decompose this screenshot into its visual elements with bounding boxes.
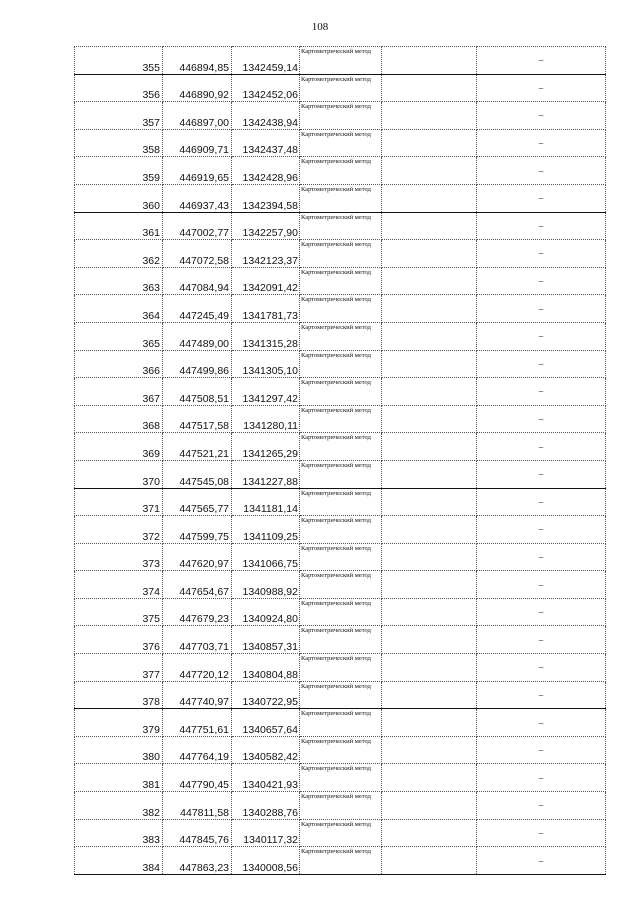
method-cell: Картометрический метод (300, 74, 382, 102)
method-cell: Картометрический метод (300, 102, 382, 130)
note-cell: – (477, 626, 606, 654)
x-coordinate-cell: 447517,58 (163, 405, 232, 433)
method-cell: Картометрический метод (300, 488, 382, 516)
empty-cell (382, 516, 477, 544)
point-number-cell: 362 (75, 240, 163, 268)
x-coordinate-cell: 447565,77 (163, 488, 232, 516)
empty-cell (382, 626, 477, 654)
x-coordinate-cell: 447751,61 (163, 709, 232, 737)
note-cell: – (477, 129, 606, 157)
empty-cell (382, 792, 477, 820)
note-cell: – (477, 212, 606, 240)
note-cell: – (477, 681, 606, 709)
point-number-cell: 366 (75, 350, 163, 378)
empty-cell (382, 709, 477, 737)
point-number-cell: 381 (75, 764, 163, 792)
note-cell: – (477, 543, 606, 571)
y-coordinate-cell: 1340657,64 (232, 709, 300, 737)
empty-cell (382, 322, 477, 350)
table-row (75, 736, 606, 764)
table-row (75, 322, 606, 350)
point-number-cell: 369 (75, 433, 163, 461)
note-cell: – (477, 102, 606, 130)
y-coordinate-cell: 1341066,75 (232, 543, 300, 571)
table-row (75, 488, 606, 516)
empty-cell (382, 433, 477, 461)
table-row (75, 792, 606, 820)
method-cell: Картометрический метод (300, 267, 382, 295)
table-body (75, 47, 606, 875)
point-number-cell: 377 (75, 654, 163, 682)
method-cell: Картометрический метод (300, 571, 382, 599)
x-coordinate-cell: 447720,12 (163, 654, 232, 682)
method-cell: Картометрический метод (300, 322, 382, 350)
method-cell: Картометрический метод (300, 240, 382, 268)
method-cell: Картометрический метод (300, 157, 382, 185)
note-cell: – (477, 709, 606, 737)
table-row (75, 709, 606, 737)
empty-cell (382, 212, 477, 240)
note-cell: – (477, 764, 606, 792)
x-coordinate-cell: 447072,58 (163, 240, 232, 268)
x-coordinate-cell: 447499,86 (163, 350, 232, 378)
point-number-cell: 380 (75, 736, 163, 764)
method-cell: Картометрический метод (300, 295, 382, 323)
empty-cell (382, 847, 477, 875)
empty-cell (382, 184, 477, 212)
table-row (75, 764, 606, 792)
note-cell: – (477, 295, 606, 323)
y-coordinate-cell: 1341305,10 (232, 350, 300, 378)
x-coordinate-cell: 447002,77 (163, 212, 232, 240)
y-coordinate-cell: 1340582,42 (232, 736, 300, 764)
table-row (75, 157, 606, 185)
x-coordinate-cell: 446897,00 (163, 102, 232, 130)
point-number-cell: 361 (75, 212, 163, 240)
x-coordinate-cell: 447703,71 (163, 626, 232, 654)
empty-cell (382, 488, 477, 516)
method-cell: Картометрический метод (300, 736, 382, 764)
y-coordinate-cell: 1340988,92 (232, 571, 300, 599)
note-cell: – (477, 819, 606, 847)
y-coordinate-cell: 1341181,14 (232, 488, 300, 516)
note-cell: – (477, 460, 606, 488)
x-coordinate-cell: 447790,45 (163, 764, 232, 792)
x-coordinate-cell: 447599,75 (163, 516, 232, 544)
y-coordinate-cell: 1342452,06 (232, 74, 300, 102)
x-coordinate-cell: 447489,00 (163, 322, 232, 350)
point-number-cell: 363 (75, 267, 163, 295)
table-row (75, 267, 606, 295)
x-coordinate-cell: 447245,49 (163, 295, 232, 323)
empty-cell (382, 157, 477, 185)
method-cell: Картометрический метод (300, 47, 382, 75)
note-cell: – (477, 433, 606, 461)
y-coordinate-cell: 1341227,88 (232, 460, 300, 488)
table-row (75, 626, 606, 654)
empty-cell (382, 681, 477, 709)
y-coordinate-cell: 1342437,48 (232, 129, 300, 157)
x-coordinate-cell: 446890,92 (163, 74, 232, 102)
y-coordinate-cell: 1341297,42 (232, 378, 300, 406)
note-cell: – (477, 598, 606, 626)
table-row (75, 460, 606, 488)
note-cell: – (477, 47, 606, 75)
x-coordinate-cell: 447508,51 (163, 378, 232, 406)
point-number-cell: 357 (75, 102, 163, 130)
point-number-cell: 359 (75, 157, 163, 185)
table-row (75, 598, 606, 626)
method-cell: Картометрический метод (300, 764, 382, 792)
table-row (75, 405, 606, 433)
point-number-cell: 375 (75, 598, 163, 626)
x-coordinate-cell: 447654,67 (163, 571, 232, 599)
note-cell: – (477, 488, 606, 516)
x-coordinate-cell: 447620,97 (163, 543, 232, 571)
table-row (75, 129, 606, 157)
method-cell: Картометрический метод (300, 350, 382, 378)
note-cell: – (477, 322, 606, 350)
table-row (75, 378, 606, 406)
method-cell: Картометрический метод (300, 819, 382, 847)
note-cell: – (477, 571, 606, 599)
y-coordinate-cell: 1340421,93 (232, 764, 300, 792)
method-cell: Картометрический метод (300, 516, 382, 544)
point-number-cell: 379 (75, 709, 163, 737)
x-coordinate-cell: 446894,85 (163, 47, 232, 75)
empty-cell (382, 350, 477, 378)
x-coordinate-cell: 447679,23 (163, 598, 232, 626)
x-coordinate-cell: 447845,76 (163, 819, 232, 847)
method-cell: Картометрический метод (300, 433, 382, 461)
table-row (75, 847, 606, 875)
y-coordinate-cell: 1341315,28 (232, 322, 300, 350)
point-number-cell: 382 (75, 792, 163, 820)
method-cell: Картометрический метод (300, 626, 382, 654)
method-cell: Картометрический метод (300, 184, 382, 212)
method-cell: Картометрический метод (300, 709, 382, 737)
note-cell: – (477, 350, 606, 378)
y-coordinate-cell: 1342257,90 (232, 212, 300, 240)
table-row (75, 350, 606, 378)
method-cell: Картометрический метод (300, 681, 382, 709)
note-cell: – (477, 74, 606, 102)
method-cell: Картометрический метод (300, 792, 382, 820)
empty-cell (382, 240, 477, 268)
table-row (75, 433, 606, 461)
method-cell: Картометрический метод (300, 543, 382, 571)
point-number-cell: 364 (75, 295, 163, 323)
note-cell: – (477, 405, 606, 433)
empty-cell (382, 129, 477, 157)
table-row (75, 681, 606, 709)
table-row (75, 516, 606, 544)
empty-cell (382, 267, 477, 295)
note-cell: – (477, 378, 606, 406)
y-coordinate-cell: 1340288,76 (232, 792, 300, 820)
empty-cell (382, 654, 477, 682)
empty-cell (382, 598, 477, 626)
coordinates-table (74, 46, 606, 875)
note-cell: – (477, 792, 606, 820)
table-row (75, 184, 606, 212)
empty-cell (382, 460, 477, 488)
empty-cell (382, 405, 477, 433)
x-coordinate-cell: 446909,71 (163, 129, 232, 157)
point-number-cell: 378 (75, 681, 163, 709)
point-number-cell: 373 (75, 543, 163, 571)
y-coordinate-cell: 1340857,31 (232, 626, 300, 654)
y-coordinate-cell: 1342438,94 (232, 102, 300, 130)
method-cell: Картометрический метод (300, 847, 382, 875)
point-number-cell: 356 (75, 74, 163, 102)
y-coordinate-cell: 1342394,58 (232, 184, 300, 212)
table-row (75, 571, 606, 599)
note-cell: – (477, 267, 606, 295)
page-number: 108 (311, 21, 329, 33)
y-coordinate-cell: 1340924,80 (232, 598, 300, 626)
note-cell: – (477, 516, 606, 544)
empty-cell (382, 378, 477, 406)
method-cell: Картометрический метод (300, 654, 382, 682)
y-coordinate-cell: 1342123,37 (232, 240, 300, 268)
table-row (75, 819, 606, 847)
empty-cell (382, 102, 477, 130)
point-number-cell: 384 (75, 847, 163, 875)
method-cell: Картометрический метод (300, 129, 382, 157)
y-coordinate-cell: 1341280,11 (232, 405, 300, 433)
empty-cell (382, 74, 477, 102)
point-number-cell: 360 (75, 184, 163, 212)
table-row (75, 654, 606, 682)
note-cell: – (477, 654, 606, 682)
table-row (75, 102, 606, 130)
point-number-cell: 355 (75, 47, 163, 75)
method-cell: Картометрический метод (300, 405, 382, 433)
y-coordinate-cell: 1341781,73 (232, 295, 300, 323)
empty-cell (382, 736, 477, 764)
point-number-cell: 371 (75, 488, 163, 516)
y-coordinate-cell: 1341265,29 (232, 433, 300, 461)
note-cell: – (477, 157, 606, 185)
table-row (75, 74, 606, 102)
method-cell: Картометрический метод (300, 460, 382, 488)
method-cell: Картометрический метод (300, 212, 382, 240)
x-coordinate-cell: 447863,23 (163, 847, 232, 875)
empty-cell (382, 819, 477, 847)
y-coordinate-cell: 1341109,25 (232, 516, 300, 544)
x-coordinate-cell: 446937,43 (163, 184, 232, 212)
point-number-cell: 383 (75, 819, 163, 847)
note-cell: – (477, 736, 606, 764)
x-coordinate-cell: 447545,08 (163, 460, 232, 488)
empty-cell (382, 295, 477, 323)
point-number-cell: 370 (75, 460, 163, 488)
method-cell: Картометрический метод (300, 598, 382, 626)
table-row (75, 240, 606, 268)
empty-cell (382, 47, 477, 75)
y-coordinate-cell: 1340008,56 (232, 847, 300, 875)
note-cell: – (477, 240, 606, 268)
x-coordinate-cell: 447521,21 (163, 433, 232, 461)
point-number-cell: 368 (75, 405, 163, 433)
y-coordinate-cell: 1342428,96 (232, 157, 300, 185)
note-cell: – (477, 184, 606, 212)
point-number-cell: 365 (75, 322, 163, 350)
note-cell: – (477, 847, 606, 875)
point-number-cell: 372 (75, 516, 163, 544)
y-coordinate-cell: 1342459,14 (232, 47, 300, 75)
point-number-cell: 376 (75, 626, 163, 654)
point-number-cell: 367 (75, 378, 163, 406)
table-row (75, 543, 606, 571)
empty-cell (382, 543, 477, 571)
y-coordinate-cell: 1340722,95 (232, 681, 300, 709)
x-coordinate-cell: 446919,65 (163, 157, 232, 185)
y-coordinate-cell: 1340117,32 (232, 819, 300, 847)
point-number-cell: 374 (75, 571, 163, 599)
y-coordinate-cell: 1342091,42 (232, 267, 300, 295)
table-row (75, 295, 606, 323)
empty-cell (382, 571, 477, 599)
y-coordinate-cell: 1340804,88 (232, 654, 300, 682)
x-coordinate-cell: 447084,94 (163, 267, 232, 295)
method-cell: Картометрический метод (300, 378, 382, 406)
x-coordinate-cell: 447764,19 (163, 736, 232, 764)
table-row (75, 212, 606, 240)
point-number-cell: 358 (75, 129, 163, 157)
x-coordinate-cell: 447740,97 (163, 681, 232, 709)
x-coordinate-cell: 447811,58 (163, 792, 232, 820)
empty-cell (382, 764, 477, 792)
table-row (75, 47, 606, 75)
